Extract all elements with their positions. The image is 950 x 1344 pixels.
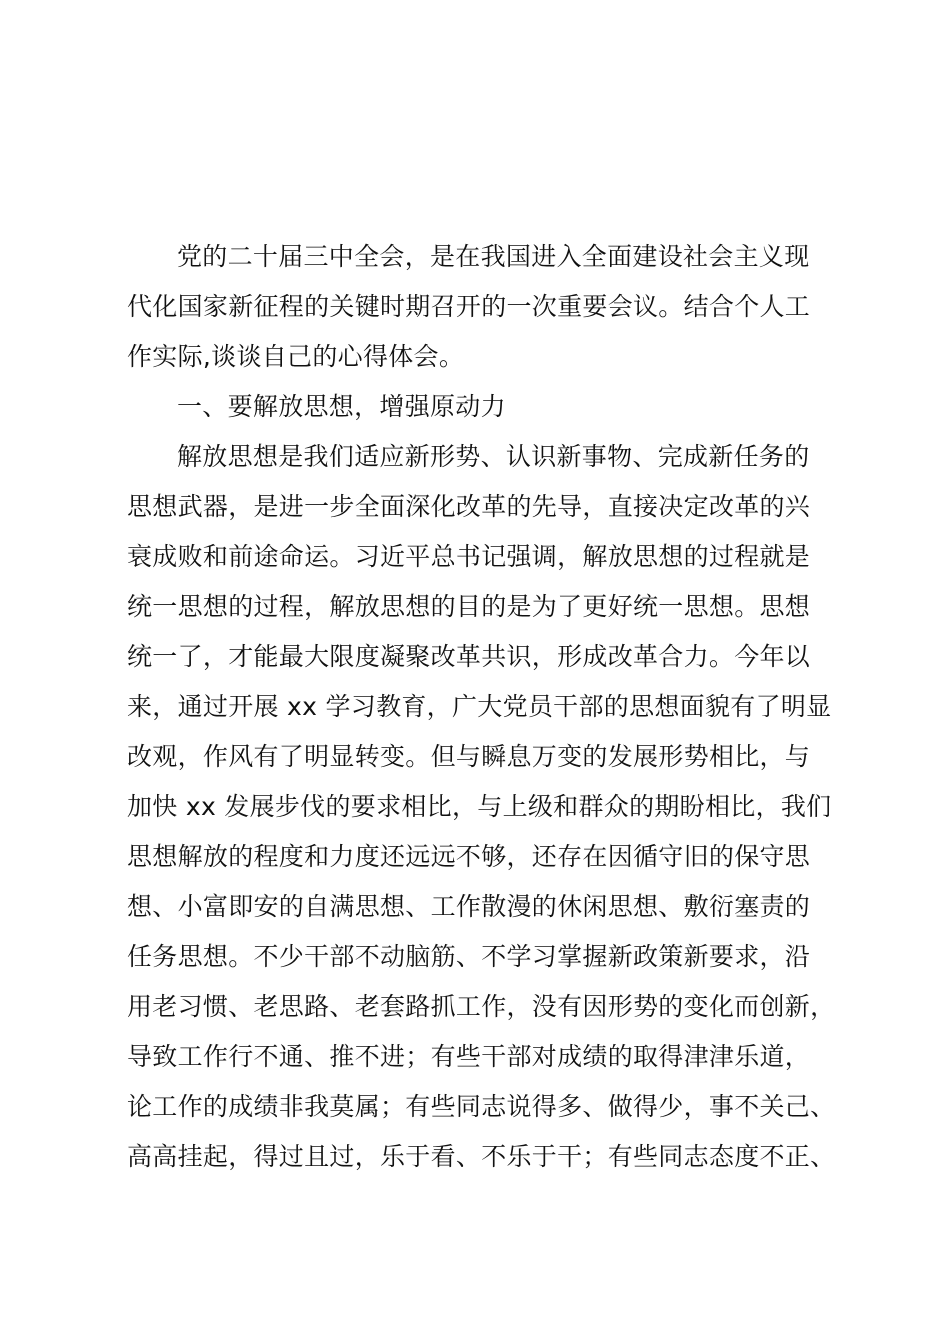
body-line: 统一思想的过程，解放思想的目的是为了更好统一思想。思想: [127, 592, 811, 621]
intro-line: 党的二十届三中全会，是在我国进入全面建设社会主义现: [177, 242, 810, 271]
body-line: 加快 xx 发展步伐的要求相比，与上级和群众的期盼相比，我们: [127, 792, 832, 821]
intro-line: 代化国家新征程的关键时期召开的一次重要会议。结合个人工: [127, 292, 811, 321]
body-line: 高高挂起，得过且过，乐于看、不乐于干；有些同志态度不正、: [127, 1142, 836, 1171]
body-line: 思想解放的程度和力度还远远不够，还存在因循守旧的保守思: [127, 842, 811, 871]
body-line: 任务思想。不少干部不动脑筋、不学习掌握新政策新要求，沿: [127, 942, 811, 971]
body-line: 论工作的成绩非我莫属；有些同志说得多、做得少，事不关己、: [127, 1092, 836, 1121]
intro-line: 作实际,谈谈自己的心得体会。: [127, 342, 465, 371]
body-line: 来，通过开展 xx 学习教育，广大党员干部的思想面貌有了明显: [127, 692, 832, 721]
body-line: 解放思想是我们适应新形势、认识新事物、完成新任务的: [177, 442, 810, 471]
body-line: 思想武器，是进一步全面深化改革的先导，直接决定改革的兴: [127, 492, 811, 521]
body-line: 衰成败和前途命运。习近平总书记强调，解放思想的过程就是: [127, 542, 811, 571]
document-body: [127, 232, 847, 1182]
body-line: 导致工作行不通、推不进；有些干部对成绩的取得津津乐道，: [127, 1042, 811, 1071]
body-line: 想、小富即安的自满思想、工作散漫的休闲思想、敷衍塞责的: [127, 892, 811, 921]
body-line: 用老习惯、老思路、老套路抓工作，没有因形势的变化而创新，: [127, 992, 836, 1021]
body-line: 统一了，才能最大限度凝聚改革共识，形成改革合力。今年以: [127, 642, 811, 671]
section-heading: 一、要解放思想，增强原动力: [177, 392, 506, 421]
body-line: 改观，作风有了明显转变。但与瞬息万变的发展形势相比，与: [127, 742, 811, 771]
